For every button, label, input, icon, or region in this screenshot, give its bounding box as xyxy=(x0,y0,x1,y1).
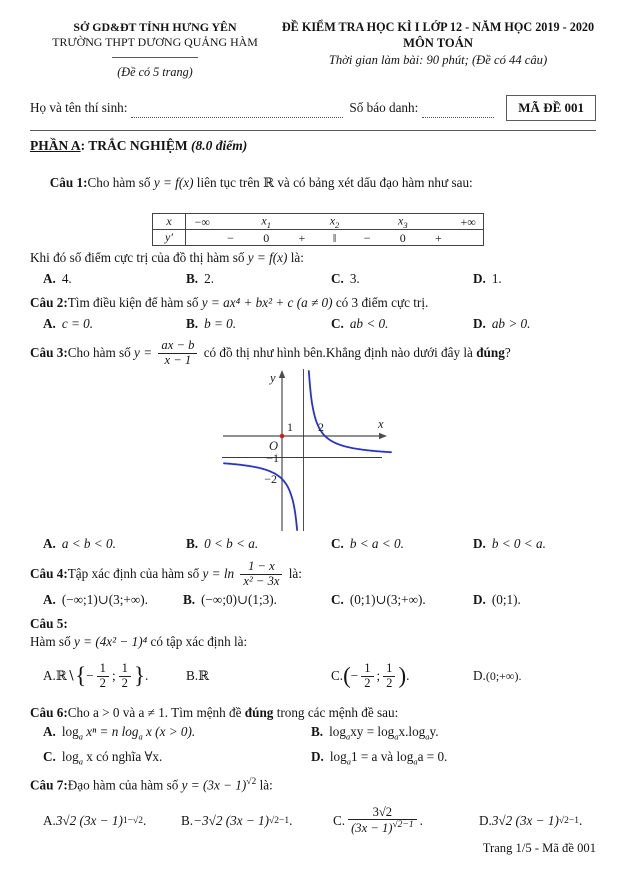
q3-option-c xyxy=(331,536,473,552)
q7-options xyxy=(30,797,596,845)
q3-figure xyxy=(222,369,596,533)
q1-text: Cho hàm số xyxy=(87,175,154,190)
q4-option-a xyxy=(43,592,183,608)
exponent: 1−√2 xyxy=(122,816,143,827)
fraction: $\frac{1}{2}$ xyxy=(119,662,131,690)
option-letter: B. xyxy=(311,724,324,740)
q2-label: Câu 2: xyxy=(30,295,68,310)
period: . xyxy=(419,813,423,829)
q5-label: Câu 5: xyxy=(30,616,68,632)
sign-table-x-head: x xyxy=(153,214,186,229)
q6-option-c xyxy=(43,749,311,767)
q4-option-b xyxy=(183,592,331,608)
q7-exponent: √2 xyxy=(246,776,257,787)
q4-text: Tập xác định của hàm số xyxy=(67,566,203,582)
q7-text2: là: xyxy=(256,777,273,793)
option-value: ab < 0. xyxy=(349,316,389,331)
q1-label: Câu 1: xyxy=(49,175,88,190)
open-brace: { xyxy=(75,663,87,689)
option-letter: C. xyxy=(333,813,346,829)
q2-options xyxy=(30,316,596,332)
school-name: TRƯỜNG THPT DƯƠNG QUẢNG HÀM xyxy=(52,35,258,49)
q7-label: Câu 7: xyxy=(30,777,68,793)
option-value: x.log xyxy=(398,724,426,740)
y-tick-minus2: −2 xyxy=(264,472,277,487)
question-5 xyxy=(30,616,596,697)
q5-text2: có tập xác định là: xyxy=(147,634,248,650)
log-base: a xyxy=(425,732,430,743)
q7-text: Đạo hàm của hàm số xyxy=(67,777,182,793)
section-a-heading xyxy=(30,138,596,154)
candidate-row xyxy=(30,95,596,121)
option-letter: D. xyxy=(473,592,486,608)
name-fill-line xyxy=(131,117,343,118)
option-letter: C. xyxy=(331,592,344,608)
option-letter: A. xyxy=(43,668,56,684)
sbd-fill-line xyxy=(422,117,494,118)
exam-title: ĐỀ KIỂM TRA HỌC KÌ I LỚP 12 - NĂM HỌC 2019 - 2020 xyxy=(281,20,595,34)
q7-option-d xyxy=(479,813,596,829)
option-value: 4. xyxy=(61,271,72,286)
q7-option-a xyxy=(43,813,181,829)
fraction: $\frac{1}{2}$ xyxy=(383,662,395,690)
x-value: +∞ xyxy=(460,214,476,229)
option-value: 1. xyxy=(491,271,502,286)
q3-stem xyxy=(30,339,596,367)
log-base: a xyxy=(394,732,399,743)
exam-code-box: MÃ ĐỀ 001 xyxy=(506,95,596,121)
q1-math: y = f(x) xyxy=(153,175,194,190)
option-value: b = 0. xyxy=(204,316,237,331)
option-letter: A. xyxy=(43,592,56,608)
q6-label: Câu 6: xyxy=(30,705,68,721)
option-value: ℝ∖ xyxy=(55,668,76,684)
q4-label: Câu 4: xyxy=(30,566,68,582)
q6-emphasis: đúng xyxy=(244,705,274,721)
question-7 xyxy=(30,777,596,845)
q6-options xyxy=(30,724,596,766)
hyperbola-branch-left xyxy=(224,463,297,530)
exponent: √2−1 xyxy=(558,816,579,827)
page-footer: Trang 1/5 - Mã đề 001 xyxy=(482,841,596,855)
pages-note: (Đề có 5 trang) xyxy=(117,65,193,79)
q2-text: Tìm điều kiện để hàm số xyxy=(67,295,202,310)
fraction: $\frac{3√2}{(3x - 1)^{√2-1}}$ xyxy=(348,806,417,836)
option-letter: D. xyxy=(311,749,324,765)
log-base: a xyxy=(138,732,143,743)
q1-text4: Khi đó số điểm cực trị của đồ thị hàm số xyxy=(30,250,248,265)
option-letter: C. xyxy=(43,749,56,765)
exam-title-block xyxy=(280,20,596,80)
option-value: (0;+∞). xyxy=(485,668,522,683)
open-paren: ( xyxy=(343,663,351,689)
x-value: $x_1$ xyxy=(261,213,271,230)
option-value: log xyxy=(329,749,347,765)
section-title: : TRẮC NGHIỆM xyxy=(80,138,192,153)
option-letter: A. xyxy=(43,536,56,552)
q5-option-b xyxy=(186,668,331,684)
option-value: y. xyxy=(429,724,439,740)
exam-time: Thời gian làm bài: 90 phút; (Đề có 44 câu) xyxy=(328,53,548,67)
q4-text2: là: xyxy=(285,566,302,582)
option-letter: B. xyxy=(186,536,199,552)
close-brace: } xyxy=(133,663,145,689)
option-letter: C. xyxy=(331,271,344,286)
question-2 xyxy=(30,295,596,332)
q3-text: Cho hàm số xyxy=(67,345,135,361)
q7-stem xyxy=(30,777,596,793)
option-value: 0 < b < a. xyxy=(204,536,259,552)
header-rule xyxy=(30,130,596,131)
option-value: ℝ xyxy=(198,668,210,684)
q1-option-d xyxy=(473,271,596,287)
q5-math: y = (4x² − 1)⁴ xyxy=(73,634,148,650)
sign-table-y-head: y′ xyxy=(153,230,186,245)
option-value: a = 0. xyxy=(417,749,448,765)
q1-option-a xyxy=(43,271,186,287)
y-axis-arrow xyxy=(279,370,285,378)
hyperbola-graph xyxy=(222,369,394,533)
sign-table-x-values xyxy=(186,214,483,229)
sign-table-sign-values xyxy=(186,230,483,245)
fraction: $\frac{1}{2}$ xyxy=(97,662,109,690)
option-letter: C. xyxy=(331,668,344,684)
q1-option-c xyxy=(331,271,473,287)
period: . xyxy=(578,813,583,829)
period: . xyxy=(144,668,149,684)
log-base: a xyxy=(78,732,83,743)
sign: 0 xyxy=(263,230,270,245)
period: . xyxy=(289,813,293,829)
close-paren: ) xyxy=(398,663,407,689)
option-value: 1 = a và log xyxy=(350,749,414,765)
q3-text3: ? xyxy=(504,345,511,361)
sign: ‖ xyxy=(332,230,337,245)
exam-subject: MÔN TOÁN xyxy=(403,36,473,50)
option-letter: C. xyxy=(331,536,344,552)
minus-sign: − xyxy=(86,668,94,684)
log-base: a xyxy=(346,756,351,767)
option-letter: B. xyxy=(186,668,199,684)
question-6 xyxy=(30,705,596,766)
q6-option-b xyxy=(311,724,596,742)
q7-math: y = (3x − 1) xyxy=(181,777,247,793)
period: . xyxy=(142,813,147,829)
q5-option-a xyxy=(43,662,186,690)
option-letter: D. xyxy=(473,536,486,552)
q1-text3: và có bảng xét dấu đạo hàm như sau: xyxy=(274,175,473,190)
q4-options xyxy=(30,592,596,608)
log-base: a xyxy=(345,732,351,743)
sign: + xyxy=(298,230,306,245)
q1-question-line xyxy=(30,250,596,266)
q6-text: Cho a > 0 và a ≠ 1. Tìm mệnh đề xyxy=(67,705,245,721)
question-1 xyxy=(30,159,596,287)
q3-option-d xyxy=(473,536,596,552)
q4-option-d xyxy=(473,592,596,608)
q2-text2: có 3 điểm cực trị. xyxy=(332,295,429,310)
header-divider xyxy=(112,57,198,58)
option-value: x có nghĩa ∀x. xyxy=(82,749,163,765)
q7-option-c xyxy=(333,806,479,836)
q1-text2: liên tục trên xyxy=(193,175,264,190)
sign: − xyxy=(363,230,371,245)
origin-dot xyxy=(280,434,285,439)
option-value: (−∞;0)∪(1;3). xyxy=(201,592,277,608)
sign: 0 xyxy=(399,230,406,245)
q5-text: Hàm số xyxy=(30,634,74,650)
option-value: 3√2 (3x − 1) xyxy=(55,813,123,829)
q1-text5: là: xyxy=(287,250,304,265)
x-value: $x_3$ xyxy=(398,213,408,230)
x-value: $x_2$ xyxy=(329,213,340,230)
sign: + xyxy=(435,230,442,245)
q5-options xyxy=(30,655,596,697)
option-letter: B. xyxy=(186,316,199,331)
option-value: 3√2 (3x − 1) xyxy=(491,813,559,829)
option-value: b < 0 < a. xyxy=(491,536,546,552)
department-block xyxy=(30,20,280,80)
origin-label: O xyxy=(269,439,279,454)
q6-stem xyxy=(30,705,596,721)
q1-option-b xyxy=(186,271,331,287)
option-value: 3. xyxy=(349,271,360,286)
option-letter: D. xyxy=(473,316,486,331)
x-axis-arrow xyxy=(379,433,387,439)
option-value: log xyxy=(329,724,346,740)
q2-option-a xyxy=(43,316,186,332)
q4-fraction: $\frac{1 - x}{\text{x² − 3x}}$ xyxy=(240,560,282,588)
q3-fraction: $\frac{ax - b}{x - 1}$ xyxy=(158,339,197,367)
q2-option-d xyxy=(473,316,596,332)
q4-option-c xyxy=(331,592,473,608)
option-letter: D. xyxy=(479,813,492,829)
q3-text2: có đồ thị như hình bên.Khẳng định nào dưới đây là xyxy=(200,345,477,361)
separator: ; xyxy=(376,668,381,684)
section-part: PHẦN A xyxy=(30,138,81,153)
log-base: a xyxy=(413,756,418,767)
option-value: (0;1). xyxy=(491,592,521,608)
option-value: xⁿ = n log xyxy=(82,724,139,740)
option-value: c = 0. xyxy=(61,316,94,331)
question-3 xyxy=(30,339,596,552)
option-value: (0;1)∪(3;+∞). xyxy=(349,592,426,608)
separator: ; xyxy=(111,668,116,684)
y-tick-minus1: −1 xyxy=(266,451,279,466)
sign-table xyxy=(152,213,484,246)
q3-option-b xyxy=(186,536,331,552)
x-tick-2: 2 xyxy=(318,420,324,435)
option-value: ab > 0. xyxy=(491,316,531,331)
sign: − xyxy=(227,230,234,245)
q2-condition: (a ≠ 0) xyxy=(293,295,333,310)
q3-emphasis: đúng xyxy=(476,345,505,361)
q1-stem xyxy=(30,159,596,207)
option-value: x (x > 0). xyxy=(142,724,196,740)
q6-text2: trong các mệnh đề sau: xyxy=(273,705,399,721)
q1-math2: y = f(x) xyxy=(247,250,288,265)
sbd-label: Số báo danh: xyxy=(349,100,419,115)
option-letter: A. xyxy=(43,316,56,331)
option-letter: A. xyxy=(43,271,56,286)
y-axis-label: y xyxy=(270,371,276,386)
option-letter: A. xyxy=(43,813,56,829)
option-value: log xyxy=(61,749,79,765)
q3-options xyxy=(30,536,596,552)
x-axis-label: x xyxy=(378,417,384,432)
q4-math-prefix: y = ln xyxy=(202,566,238,582)
option-letter: B. xyxy=(183,592,196,608)
x-value: −∞ xyxy=(194,214,210,229)
option-letter: C. xyxy=(331,316,344,331)
q6-option-d xyxy=(311,749,596,767)
department-name: SỞ GD&ĐT TỈNH HƯNG YÊN xyxy=(73,20,237,34)
period: . xyxy=(406,668,410,684)
q5-option-d xyxy=(473,668,596,684)
log-base: a xyxy=(78,756,83,767)
minus-sign: − xyxy=(350,668,359,684)
fraction: $\frac{1}{2}$ xyxy=(361,662,373,690)
option-value: xy = log xyxy=(350,724,395,740)
option-letter: D. xyxy=(473,668,486,684)
option-value: (−∞;1)∪(3;+∞). xyxy=(61,592,148,608)
option-value: b < a < 0. xyxy=(349,536,404,552)
section-points: (8.0 điểm) xyxy=(191,138,248,153)
q5-option-c xyxy=(331,662,473,690)
q4-stem xyxy=(30,560,596,588)
q6-option-a xyxy=(43,724,311,742)
option-value: −3√2 (3x − 1) xyxy=(193,813,270,829)
q7-option-b xyxy=(181,813,333,829)
exponent: √2−1 xyxy=(269,816,290,827)
q3-option-a xyxy=(43,536,186,552)
q3-math-prefix: y = xyxy=(134,345,156,361)
x-tick-1: 1 xyxy=(287,420,293,435)
option-letter: D. xyxy=(473,271,486,286)
q2-math: y = ax⁴ + bx² + c xyxy=(201,295,294,310)
name-label: Họ và tên thí sinh: xyxy=(30,100,128,115)
q1-reals-symbol: ℝ xyxy=(263,175,275,190)
q2-option-c xyxy=(331,316,473,332)
q2-stem xyxy=(30,295,596,311)
option-letter: B. xyxy=(181,813,194,829)
q1-options xyxy=(30,271,596,287)
option-letter: B. xyxy=(186,271,199,286)
option-value: log xyxy=(61,724,79,740)
option-value: 2. xyxy=(204,271,214,286)
page-header xyxy=(30,20,596,80)
option-letter: A. xyxy=(43,724,56,740)
q2-option-b xyxy=(186,316,331,332)
option-value: a < b < 0. xyxy=(61,536,116,552)
sign-table-x-row xyxy=(153,214,483,230)
q3-label: Câu 3: xyxy=(30,345,68,361)
hyperbola-branch-right xyxy=(309,371,391,452)
question-4 xyxy=(30,560,596,608)
sign-table-sign-row xyxy=(153,230,483,245)
q5-stem xyxy=(30,634,596,650)
